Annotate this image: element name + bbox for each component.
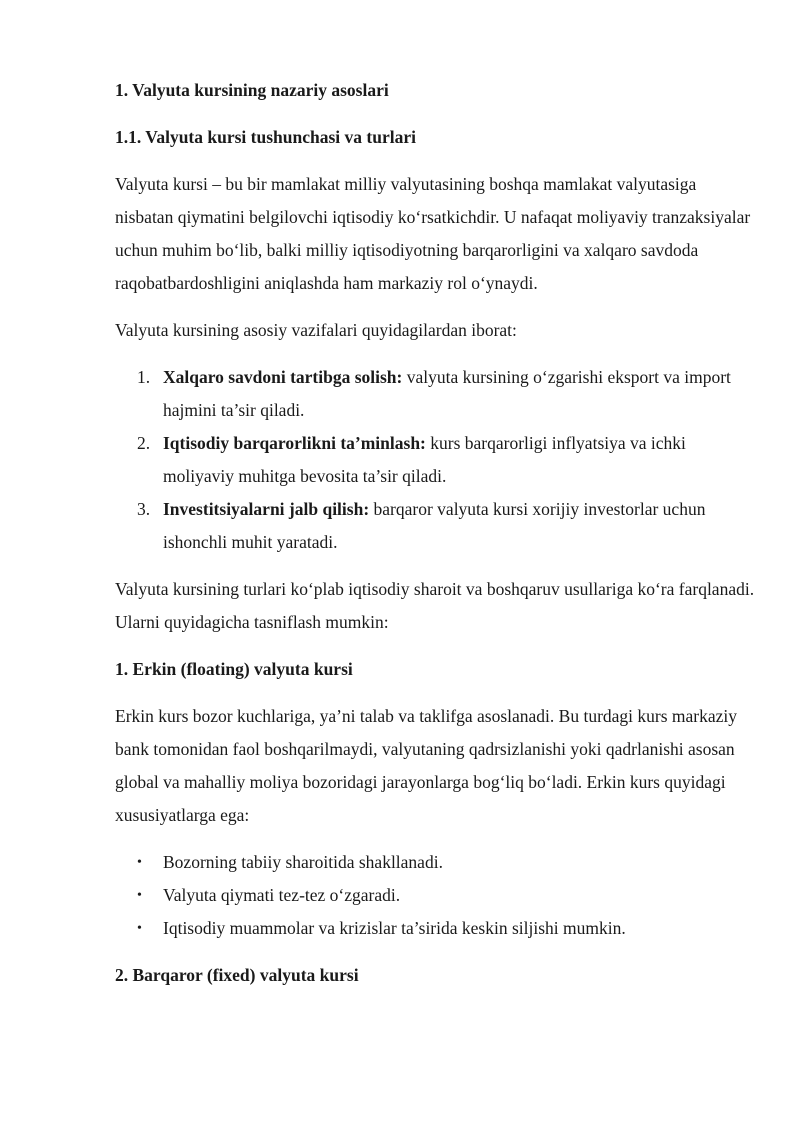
list-item <box>115 912 755 945</box>
list-item <box>115 493 755 559</box>
features-list <box>115 846 755 945</box>
list-number: 3. <box>137 499 151 519</box>
list-item <box>115 846 755 879</box>
list-item-text: kurs barqarorligi inflyatsiya va ichki moliyaviy muhitga bevosita ta’sir qiladi. <box>163 433 686 486</box>
floating-paragraph: Erkin kurs bozor kuchlariga, ya’ni talab va taklifga asoslanadi. Bu turdagi kurs markaziy bank tomonidan faol boshqarilmaydi, valyutaning qadrsizlanishi yoki qadrlanishi asosan global va mahalliy moliya bozoridagi jarayonlarga bog‘liq bo‘ladi. Erkin kurs quyidagi xususiyatlarga ega: <box>115 706 738 825</box>
types-paragraph: Valyuta kursining turlari ko‘plab iqtisodiy sharoit va boshqaruv usullariga ko‘ra farqlanadi. Ularni quyidagicha tasniflash mumkin: <box>115 579 755 632</box>
section-heading: 1. Valyuta kursining nazariy asoslari <box>115 80 389 100</box>
list-item <box>115 427 755 493</box>
intro-paragraph: Valyuta kursi – bu bir mamlakat milliy valyutasining boshqa mamlakat valyutasiga nisbatan qiymatini belgilovchi iqtisodiy ko‘rsatkichdir. U nafaqat moliyaviy tranzaksiyalar uchun muhim bo‘lib, balki milliy iqtisodiyotning barqarorligini va xalqaro savdoda raqobatbardoshligini aniqlashda ham markaziy rol o‘ynaydi. <box>115 174 751 293</box>
bullet-icon: • <box>137 921 142 936</box>
list-item-title: Investitsiyalarni jalb qilish: <box>163 499 370 519</box>
list-item-text: Valyuta qiymati tez-tez o‘zgaradi. <box>163 885 401 905</box>
bullet-icon: • <box>137 855 142 870</box>
bullet-icon: • <box>137 888 142 903</box>
list-item-title: Iqtisodiy barqarorlikni ta’minlash: <box>163 433 426 453</box>
document-page <box>115 74 755 1006</box>
list-item-text: barqaror valyuta kursi xorijiy investorlar uchun ishonchli muhit yaratadi. <box>163 499 706 552</box>
list-item <box>115 879 755 912</box>
list-item-text: Iqtisodiy muammolar va krizislar ta’sirida keskin siljishi mumkin. <box>163 918 626 938</box>
list-item-text: valyuta kursining o‘zgarishi eksport va import hajmini ta’sir qiladi. <box>163 367 731 420</box>
fixed-heading: 2. Barqaror (fixed) valyuta kursi <box>115 965 359 985</box>
tasks-list <box>115 361 755 559</box>
tasks-intro-paragraph: Valyuta kursining asosiy vazifalari quyidagilardan iborat: <box>115 320 517 340</box>
list-item <box>115 361 755 427</box>
list-item-text: Bozorning tabiiy sharoitida shakllanadi. <box>163 852 443 872</box>
floating-heading: 1. Erkin (floating) valyuta kursi <box>115 659 353 679</box>
list-number: 1. <box>137 367 151 387</box>
subsection-heading: 1.1. Valyuta kursi tushunchasi va turlari <box>115 127 416 147</box>
list-item-title: Xalqaro savdoni tartibga solish: <box>163 367 403 387</box>
list-number: 2. <box>137 433 151 453</box>
